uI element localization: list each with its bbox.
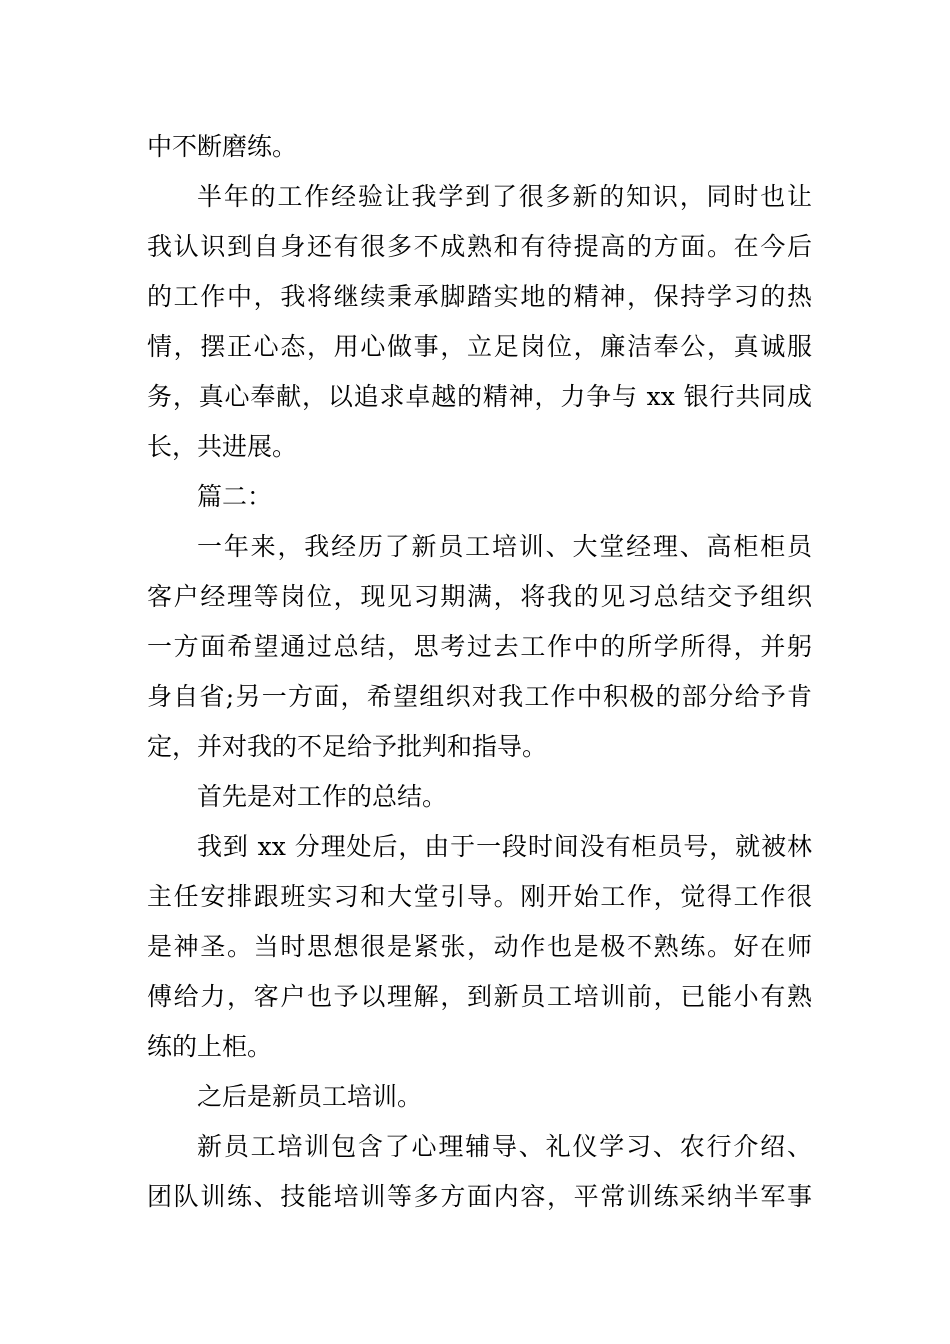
text-line-13: 定，并对我的不足给予批判和指导。 bbox=[147, 732, 548, 761]
text-line-14: 首先是对工作的总结。 bbox=[197, 782, 448, 811]
text-line-11: 一方面希望通过总结，思考过去工作中的所学所得，并躬 bbox=[147, 632, 812, 661]
text-line-10: 客户经理等岗位，现见习期满，将我的见习总结交予组织 bbox=[147, 582, 812, 611]
text-line-9: 一年来，我经历了新员工培训、大堂经理、高柜柜员 bbox=[197, 532, 812, 561]
text-line-4: 的工作中，我将继续秉承脚踏实地的精神，保持学习的热 bbox=[147, 282, 812, 311]
text-line-16: 主任安排跟班实习和大堂引导。刚开始工作，觉得工作很 bbox=[147, 882, 812, 911]
text-line-19: 练的上柜。 bbox=[147, 1032, 273, 1061]
text-line-3: 我认识到自身还有很多不成熟和有待提高的方面。在今后 bbox=[147, 232, 812, 261]
text-line-15: 我到 xx 分理处后，由于一段时间没有柜员号，就被林 bbox=[197, 832, 812, 861]
text-line-6: 务，真心奉献，以追求卓越的精神，力争与 xx 银行共同成 bbox=[147, 382, 812, 411]
text-line-22: 团队训练、技能培训等多方面内容，平常训练采纳半军事 bbox=[147, 1182, 812, 1211]
text-line-18: 傅给力，客户也予以理解，到新员工培训前，已能小有熟 bbox=[147, 982, 812, 1011]
text-line-21: 新员工培训包含了心理辅导、礼仪学习、农行介绍、 bbox=[197, 1132, 812, 1161]
text-line-7: 长，共进展。 bbox=[147, 432, 298, 461]
text-line-1: 中不断磨练。 bbox=[147, 132, 298, 161]
text-line-17: 是神圣。当时思想很是紧张，动作也是极不熟练。好在师 bbox=[147, 932, 812, 961]
text-line-5: 情，摆正心态，用心做事，立足岗位，廉洁奉公，真诚服 bbox=[147, 332, 812, 361]
text-line-2: 半年的工作经验让我学到了很多新的知识，同时也让 bbox=[197, 182, 812, 211]
text-line-20: 之后是新员工培训。 bbox=[197, 1082, 423, 1111]
text-line-12: 身自省;另一方面，希望组织对我工作中积极的部分给予肯 bbox=[147, 682, 812, 711]
section-heading: 篇二： bbox=[197, 482, 273, 511]
